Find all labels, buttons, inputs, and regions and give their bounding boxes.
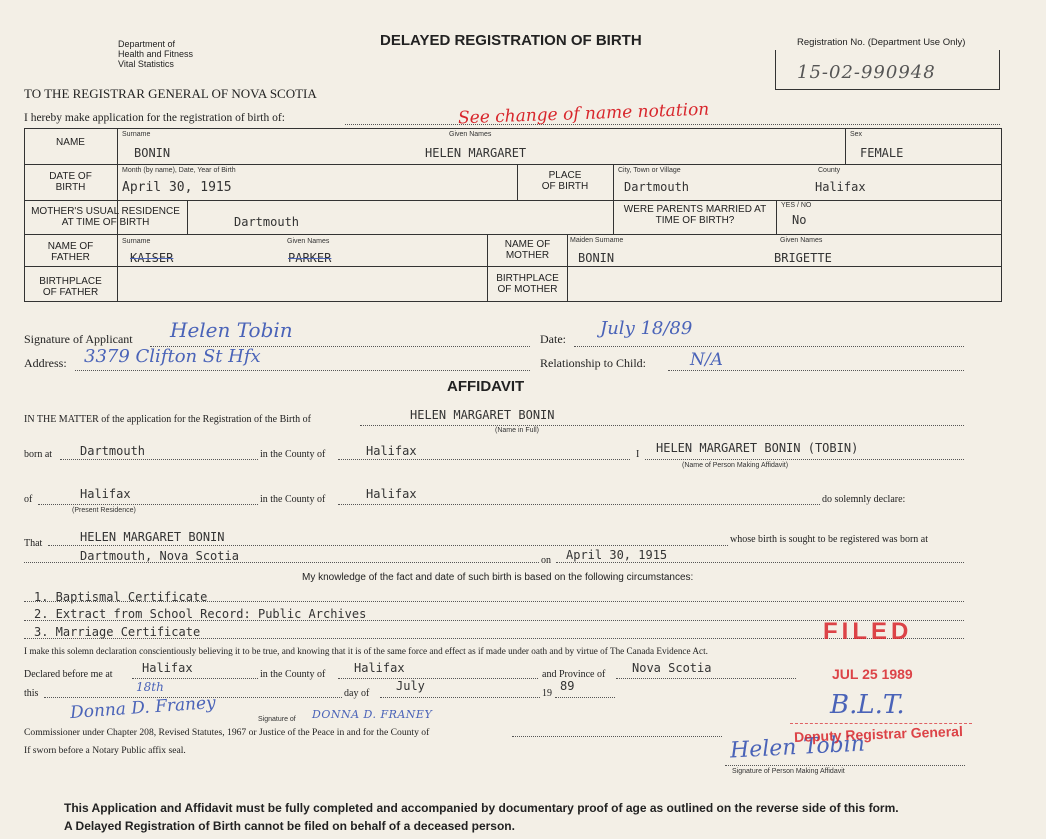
relationship-value: N/A bbox=[690, 350, 723, 370]
this-label: this bbox=[24, 688, 39, 699]
declared-at-value: Halifax bbox=[142, 661, 193, 675]
knowledge-text: My knowledge of the fact and date of such birth is based on the following circumstances: bbox=[302, 572, 694, 583]
sex-label: Sex bbox=[850, 131, 863, 138]
yes-no-label: YES / NO bbox=[781, 202, 812, 209]
dept-line-3: Vital Statistics bbox=[118, 59, 174, 69]
matter-name: HELEN MARGARET BONIN bbox=[410, 408, 555, 422]
father-birthplace-label: BIRTHPLACE OF FATHER bbox=[39, 276, 102, 298]
footer-line-2: A Delayed Registration of Birth cannot be filed on behalf of a deceased person. bbox=[64, 819, 515, 833]
declared-label: Declared before me at bbox=[24, 669, 113, 680]
given-names-value: HELEN MARGARET bbox=[425, 146, 527, 160]
that-label: That bbox=[24, 538, 43, 549]
deputy-registrar-stamp: Deputy Registrar General bbox=[793, 723, 964, 745]
residence-county-value: Halifax bbox=[366, 487, 417, 501]
affiant-signature-label: Signature of Person Making Affidavit bbox=[732, 768, 845, 775]
residence-value: Halifax bbox=[80, 487, 131, 501]
relationship-label: Relationship to Child: bbox=[540, 356, 647, 370]
affidavit-title: AFFIDAVIT bbox=[447, 378, 525, 395]
residence-county-label: in the County of bbox=[260, 494, 326, 505]
notary-note: If sworn before a Notary Public affix seal. bbox=[24, 745, 186, 756]
registration-no-value: 15-02-990948 bbox=[797, 62, 936, 83]
birth-place-full: Dartmouth, Nova Scotia bbox=[80, 549, 239, 563]
affiant-name-sublabel: (Name of Person Making Affidavit) bbox=[682, 462, 789, 469]
given-names-label: Given Names bbox=[449, 131, 492, 138]
of-label: of bbox=[24, 494, 33, 505]
matter-label: IN THE MATTER of the application for the Registration of the Birth of bbox=[24, 414, 311, 425]
born-county-value: Halifax bbox=[366, 444, 417, 458]
year-prefix: 19 bbox=[542, 688, 552, 699]
whose-birth-text: whose birth is sought to be registered was born at bbox=[730, 534, 929, 545]
i-label: I bbox=[636, 449, 640, 460]
application-line: I hereby make application for the registration of birth of: bbox=[24, 112, 285, 124]
name-in-full-label: (Name in Full) bbox=[495, 427, 539, 434]
province-label: and Province of bbox=[542, 669, 606, 680]
city-sublabel: City, Town or Village bbox=[618, 167, 681, 174]
address-value: 3379 Clifton St Hfx bbox=[84, 346, 261, 367]
father-surname-label: Surname bbox=[122, 238, 151, 245]
commissioner-signature: Donna D. Franey bbox=[69, 692, 217, 724]
surname-label: Surname bbox=[122, 131, 151, 138]
department-name bbox=[118, 39, 193, 69]
born-county-label: in the County of bbox=[260, 449, 326, 460]
dept-line-2: Health and Fitness bbox=[118, 49, 194, 59]
mother-residence-label: MOTHER'S USUAL RESIDENCE AT TIME OF BIRTH bbox=[31, 206, 180, 228]
commissioner-line: Commissioner under Chapter 208, Revised Statutes, 1967 or Justice of the Peace in and for the County of bbox=[24, 727, 430, 738]
mother-surname-value: BONIN bbox=[578, 251, 615, 265]
county-value: Halifax bbox=[815, 180, 866, 194]
year-value: 89 bbox=[560, 679, 575, 693]
month-value: July bbox=[396, 679, 425, 693]
address-label: Address: bbox=[24, 356, 67, 370]
born-at-label: born at bbox=[24, 449, 53, 460]
dept-line-1: Department of bbox=[118, 39, 176, 49]
registration-no-label: Registration No. (Department Use Only) bbox=[797, 37, 966, 48]
commissioner-name: DONNA D. FRANEY bbox=[312, 708, 433, 721]
solemnly-declare: do solemnly declare: bbox=[822, 494, 906, 505]
application-date: July 18/89 bbox=[600, 318, 693, 339]
father-given-value: PARKER bbox=[288, 251, 332, 265]
circumstance-3: 3. Marriage Certificate bbox=[34, 625, 201, 639]
circumstance-1: 1. Baptismal Certificate bbox=[34, 590, 208, 604]
mother-residence-value: Dartmouth bbox=[234, 215, 300, 229]
birth-date-full: April 30, 1915 bbox=[566, 548, 668, 562]
date-label: Date: bbox=[540, 332, 566, 346]
affiant-signature: Helen Tobin bbox=[729, 731, 866, 764]
parents-married-label: WERE PARENTS MARRIED AT TIME OF BIRTH? bbox=[623, 204, 767, 226]
addressee-line: TO THE REGISTRAR GENERAL OF NOVA SCOTIA bbox=[24, 86, 317, 101]
mother-name-label: NAME OF MOTHER bbox=[504, 239, 551, 261]
registrar-initials: B.L.T. bbox=[830, 690, 905, 720]
on-label: on bbox=[541, 555, 551, 566]
father-given-label: Given Names bbox=[287, 238, 330, 245]
stamp-line bbox=[790, 723, 972, 724]
mother-given-value: BRIGETTE bbox=[774, 251, 832, 265]
change-of-name-note: See change of name notation bbox=[457, 99, 710, 129]
place-of-birth-value: Dartmouth bbox=[624, 180, 690, 194]
dob-value: April 30, 1915 bbox=[122, 180, 232, 195]
place-of-birth-label: PLACE OF BIRTH bbox=[541, 170, 589, 192]
day-value: 18th bbox=[136, 680, 164, 694]
born-at-value: Dartmouth bbox=[80, 444, 146, 458]
declared-county-label: in the County of bbox=[260, 669, 326, 680]
solemn-declaration-text: I make this solemn declaration conscientiously believing it to be true, and knowing that it is of the same force and effect as if made under oath and by virtue of The Canada Evidence Act. bbox=[24, 646, 708, 656]
filed-date-stamp: JUL 25 1989 bbox=[832, 666, 913, 682]
father-name-label: NAME OF FATHER bbox=[47, 241, 94, 263]
name-label: NAME bbox=[56, 137, 85, 148]
father-surname-value: KAISER bbox=[130, 251, 174, 265]
present-residence-label: (Present Residence) bbox=[72, 507, 136, 514]
circumstance-2: 2. Extract from School Record: Public Archives bbox=[34, 607, 367, 621]
mother-birthplace-label: BIRTHPLACE OF MOTHER bbox=[496, 273, 559, 295]
applicant-signature-label: Signature of Applicant bbox=[24, 332, 133, 346]
subject-name: HELEN MARGARET BONIN bbox=[80, 530, 225, 544]
maiden-surname-label: Maiden Surname bbox=[570, 237, 624, 244]
filed-stamp: FILED bbox=[823, 618, 913, 645]
signature-of-label: Signature of bbox=[258, 716, 296, 723]
sex-value: FEMALE bbox=[860, 146, 904, 160]
mother-given-label: Given Names bbox=[780, 237, 823, 244]
form-title: DELAYED REGISTRATION OF BIRTH bbox=[380, 32, 642, 49]
province-value: Nova Scotia bbox=[632, 661, 712, 675]
county-label: County bbox=[818, 167, 841, 174]
surname-value: BONIN bbox=[134, 146, 171, 160]
dob-sublabel: Month (by name), Date, Year of Birth bbox=[122, 167, 236, 174]
declared-county-value: Halifax bbox=[354, 661, 405, 675]
footer-line-1: This Application and Affidavit must be fully completed and accompanied by documentary proof of age as outlined on the reverse side of this form. bbox=[64, 801, 899, 815]
parents-married-value: No bbox=[792, 213, 807, 227]
affiant-name: HELEN MARGARET BONIN (TOBIN) bbox=[656, 441, 859, 455]
day-of-label: day of bbox=[344, 688, 370, 699]
applicant-signature: Helen Tobin bbox=[170, 318, 293, 342]
dob-label: DATE OF BIRTH bbox=[49, 171, 92, 193]
